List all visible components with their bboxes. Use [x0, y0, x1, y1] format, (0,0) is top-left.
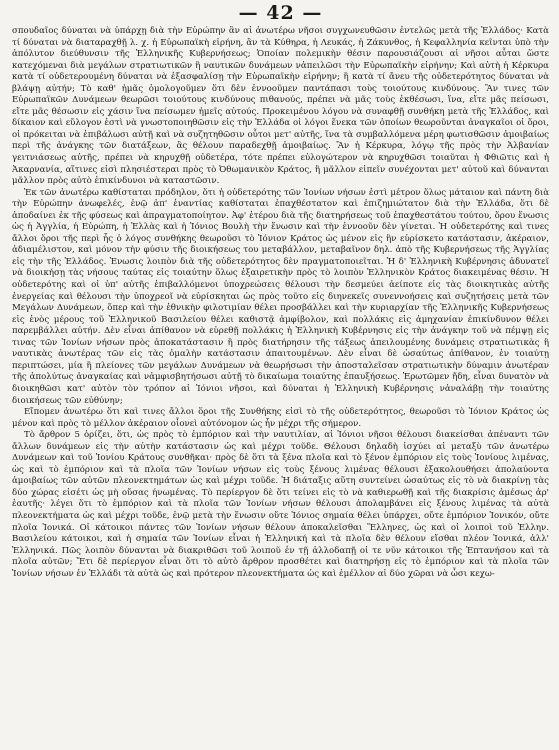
paragraph: Εἴπομεν ἀνωτέρω ὅτι καὶ τινες ἄλλοι ὅροι τῆς Συνθήκης εἰσὶ τὸ τῆς οὐδετερότητος, θεωροῦσι τὸ Ἰόνιον Κράτος ὡς μένον καὶ πρὸς τὸ μέλλον ἀκέραιον οἷονεὶ αὐτόνομον ὡς ἦν μέχρι τῆς σήμερον.: [12, 407, 549, 429]
page-number: — 42 —: [238, 2, 323, 24]
paragraph: Τὸ ἄρθρον 5 ὁρίζει, ὅτι, ὡς πρὸς τὸ ἐμπόριον καὶ τὴν ναυτιλίαν, αἱ Ἰόνιοι νῆσοι θέλουσι διακείσθαι ἀπέναντι τῶν ἄλλων δυνάμεων εἰς τὴν αὐτὴν κατάστασιν ὡς καὶ μέχρι τοῦδε. Θέλουσι δηλαδὴ ἰσχύει αἱ μεταξὺ τῶν ἀνωτέρω Δυνάμεων καὶ τοῦ Ἰονίου Κράτους συνθῆκαι· πρὸς δὲ ὅτι τὰ ξένα πλοῖα καὶ τὸ ξένον ἐμπόριον εἰς τοὺς Ἰονίους λιμένας, ὡς καὶ τὸ ἐμπόριον καὶ τὰ πλοῖα τῶν Ἰονίων νήσων εἰς τοὺς ξένους λιμένας θέλουσι ἐξακολουθήσει ἀπολαύοντα ἀμοιβαίως τῶν αὐτῶν πλεονεκτημάτων ὡς καὶ μέχρι τοῦδε. Ἡ διάταξις αὕτη συντείνει ὡσαύτως εἰς τὸ νὰ διακρίνῃ τὰς δύο χώρας εἰσέτι ὡς μὴ οὔσας ἡνωμένας. Τὸ περίεργον δὲ ὅτι τείνει εἰς τὸ νὰ καθιερωθῇ καὶ τῆς διακρίσις ἀμέσως ἀρ' ἑαυτῆς· λέγει ὅτι τὸ ἐμπόριον καὶ τὰ πλοῖα τῶν Ἰονίων νήσων θέλουσι ἀπολαμβάνει εἰς ξένους λιμένας τὰ αὐτὰ πλεονεκτήματα ὡς καὶ μέχρι τοῦδε, ἐνῷ μετὰ τὴν ἕνωσιν οὔτε Ἰόνιος σημαία θέλει ὑπάρχει, οὔτε ἐμπόριον Ἰονικόν, οὔτε πλοῖα Ἰονικά. Οἱ κάτοικοι πάντες τῶν Ἰονίων νήσων θέλουν ἀποκαλεῖσθαι Ἕλληνες, ὡς καὶ οἱ λοιποὶ τοῦ Ἑλλην. Βασιλείου κάτοικοι, καὶ ἡ σημαία τῶν Ἰονίων εἶναι ἡ Ἑλληνική καὶ τὰ πλοῖα δὲν θέλουν εἴσθαι πλέον Ἰονικά, ἀλλ' Ἑλληνικά. Πῶς λοιπὸν δύνανται νὰ διακριθῶσι τοῦ λοιποῦ ἐν τῇ ἀλλοδαπῇ οἱ τε νῦν κάτοικοι τῆς Ἑπτανήσου καὶ τὰ πλοῖα αὐτῶν; Ἔτι δὲ περίεργον εἶναι ὅτι τὸ αὐτὸ ἄρθρον προσθέτει καὶ διατηρήσῃ εἰς τὸ ἐμπόριον καὶ τὰ πλοῖα τῶν Ἰονίων νήσων ἐν Ἑλλάδι τὰ αὐτὰ ὡς καὶ πρότερον πλεονεκτήματα ὡς καὶ ἐμέλλον αἱ δύο χῶραι νὰ ὦσι κεχω-: [12, 430, 549, 579]
paragraph: Ἐκ τῶν ἀνωτέρω καθίσταται πρόδηλον, ὅτι ἡ οὐδετερότης τῶν Ἰονίων νήσων ἐστὶ μέτρον ὅλως μάταιον καὶ πάντη διὰ τὴν Εὐρώπην ἀνωφελές, ἐνῷ ἀπ' ἐναντίας καθίσταται ἐπαχθέστατον καὶ ἐπιζημιώτατον διὰ τὴν Ἑλλάδα, ὅτι δὲ ἀποδαίνει ἐκ τῆς φύσεως καὶ ἀπραγματοποίητον. Ἀφ' ἑτέρου διὰ τῆς διατηρήσεως τοῦ ἐπαχθεστάτου τούτου, ὅρου ἕνωσις ὡς ἡ Ἀγγλία, ἡ Εὐρώπη, ἡ Ἑλλὰς καὶ ἡ Ἰόνιος Βουλὴ τὴν ἕνωσιν καὶ τὴν ἐννοοῦν δὲν γίνεται. Ἡ οὐδετερότης καὶ τινες ἄλλοι ὅροι τῆς περὶ ἧς ὁ λόγος συνθήκης θεωροῦσι τὸ Ἰόνιον Κράτος ὡς μένον εἰς ἣν εὑρίσκετο κατάστασιν, ἀκέραιον, ἀδιαμέλιστον, καὶ μόνον τὴν φύσιν τῆς διοικήσεως του μεταβάλλον, μεταβαῖνον δηλ. ἀπὸ τῆς Κυβερνήσεως τῆς Ἀγγλίας εἰς τὴν τῆς Ἑλλάδος. Ἐνωσις λοιπὸν διὰ τῆς οὐδετερότητος δὲν πραγματοποιεῖται. Ἡ δ' Ἑλληνικὴ Κυβέρνησις ἀδυνατεῖ νὰ διοικήσῃ τὰς νήσους ταύτας εἰς τοιαύτην ὅλως ἐξαιρετικὴν πρὸς τὸ λοιπὸν Ἑλληνικὸν Κράτος διακειμένας θέσιν. Ἡ οὐδετερότης καὶ οἱ ὑπ' αὐτῆς ἐπιβαλλόμενοι ὑποχρεώσεις θέλουσι τὴν δεσμεύει ἀείποτε εἰς τὰς διοικητικὰς αὐτῆς ἐνεργείας καὶ θέλουσι τὴν ὑποχρεοῖ νὰ εὑρίσκηται ὡς πρὸς τοῦτο εἰς διηνεκεῖς συνεννοήσεις καὶ συζητήσεις μετὰ τῶν Μεγάλων Δυνάμεων, ὅπερ καὶ τὴν ἐθνικὴν φιλοτιμίαν θέλει προσβάλλει καὶ τὴν κυριαρχίαν τῆς Ἑλληνικῆς Κυβερνήσεως εἰς ἑνὸς μέρους τοῦ Ἑλληνικοῦ Βασιλείου θέλει καθιστᾷ ἀμφίβολον, καὶ πολλάκις εἰς ἀμηχανίαν ἐπικίνδυνον θέλει παρεμβάλλει αὐτήν. Δὲν εἶναι ἀπίθανον νὰ εὑρεθῇ πολλάκις ἡ Ἑλληνικὴ Κυβέρνησις εἰς τὴν ἀνάγκην τοῦ νὰ πέμψῃ εἰς τινας τῶν Ἰονίων νήσων πρὸς ἀποκατάστασιν ἢ πρὸς διατήρησιν τῆς τάξεως ἀπειλουμένης δυνάμεις στρατιωτικὰς ἢ ναυτικὰς ἀνωτέρας τῶν εἰς τὰς ὁμαλὴν κατάστασιν ἀπαιτουμένων. Δὲν εἶναι δὲ ὡσαύτως ἀπίθανον, ἐν τοιαύτῃ περιπτώσει, μία ἢ πλείονες τῶν μεγάλων Δυνάμεων νὰ θεωρήσωσι τὴν ἀποσταλεῖσαν στρατιωτικὴν δύναμιν ἀνωτέραν τῆς ἀπολύτως ἀναγκαίας καὶ νἀμφισβητήσωσι αὐτῇ τὸ δικαίωμα τοιαύτης ἐπαυξήσεως. Ἐρωτῶμεν ἤδη, εἶναι δυνατὸν νὰ διοικηθῶσι κατ' αὐτὸν τὸν τρόπον αἱ Ἰόνιοι νῆσοι, καὶ δύναται ἡ Ἑλληνικὴ Κυβέρνησις νἀναλάβῃ τὴν τοιαύτης διοικήσεως τῶν εὐθύνην;: [12, 187, 549, 406]
paragraph: σπουδαῖος δύναται νὰ ὑπάρχῃ διὰ τὴν Εὐρώπην ἂν αἱ ἀνωτέρω νῆσοι συγχωνευθῶσιν ἐντελῶς μετὰ τῆς Ἑλλάδος· Κατὰ τί δύναται νὰ διαταραχθῇ λ. χ. ἡ Εὐρωπαϊκὴ εἰρήνη, ἂν τὰ Κύθηρα, ἡ Λευκάς, ἡ Ζάκυνθος, ἡ Κεφαλληνία κεῖνται ὑπὸ τὴν ἀπόλυτον διεύθυνσιν τῆς Ἑλληνικῆς Κυβερνήσεως; Ὁποίαν πολεμικὴν θέσιν παρουσιάζουσι αἱ νῆσοι αὗται ὥστε κατεχόμεναι διὰ μεγάλων στρατιωτικῶν ἢ ναυτικῶν δυνάμεων νἀπειλῶσι τὴν Εὐρωπαϊκὴν εἰρήνην; Καὶ αὐτὴ ἡ Κέρκυρα κατὰ τί οὐδετερουμένη δύναται νὰ ἐξασφαλίσῃ τὴν Εὐρωπαϊκὴν εἰρήνην; ἢ κατὰ τί ἄνευ τῆς οὐδετερότητος δύναται νὰ βλάψῃ αὐτήν; Τὸ καθ' ἡμᾶς ὁμολογοῦμεν ὅτι δὲν ἐννοοῦμεν παντάπασι τοὺς τοιούτους κινδύνους. Ἂν τινες τῶν Εὐρωπαϊκῶν Δυνάμεων θεωρῶσι τοιούτους κινδύνους πιθανούς, πρέπει νὰ μᾶς τοὺς ἐκθέσωσι, ἵνα, εἴτε μᾶς πείσωσι, εἴτε μᾶς θέσωσιν εἰς χάσιν ἵνα πείσωμεν ἡμεῖς αὐτούς. Προκειμένου λόγου νὰ συναφθῇ συνθήκη μετὰ τῆς Ἑλλάδος, καὶ δίκαιον καὶ εὔλογον ἐστὶ νὰ γνωστοποιηθῶσιν εἰς τὴν Ἑλλάδα οἱ λόγοι ἕνεκα τῶν ὁποίων θεωροῦνται ἀναγκαῖοι οἱ ὅροι, οἱ πρόκειται νὰ ἐπιβάλωσι αὐτῇ καὶ νὰ συζητηθῶσιν οὗτοι μετ' αὐτῆς, ἵνα τὰ συμβαλλόμενα μέρη φωτισθῶσιν ἀμοιβαίως περὶ τῆς ἀνάγκης τῶν διατάξεων, ἃς θέλουν παραδεχθῇ ἀμοιβαίως. Ἂν ἡ Κέρκυρα, λόγῳ τῆς πρὸς τὴν Ἀλβανίαν γειτνιάσεως αὐτῆς, πρέπει νὰ κηρυχθῇ οὐδετέρα, τότε πρέπει εὐλογώτερον νὰ κηρυχθῶσι τοιαῦται ἡ Φθιῶτις καὶ ἡ Ἀκαρνανία, αἵτινες εἰσὶ πλησιέστεραι πρὸς τὸ Ὀθωμανικὸν Κράτος, ἢ μᾶλλον εἰπεῖν συνέχονται μετ' αὐτοῦ καὶ δύνανται μᾶλλον πρὸς αὐτὸ ἐπικίνδυνοι νὰ καταστῶσιν.: [12, 26, 549, 187]
page-body: [12, 26, 549, 580]
